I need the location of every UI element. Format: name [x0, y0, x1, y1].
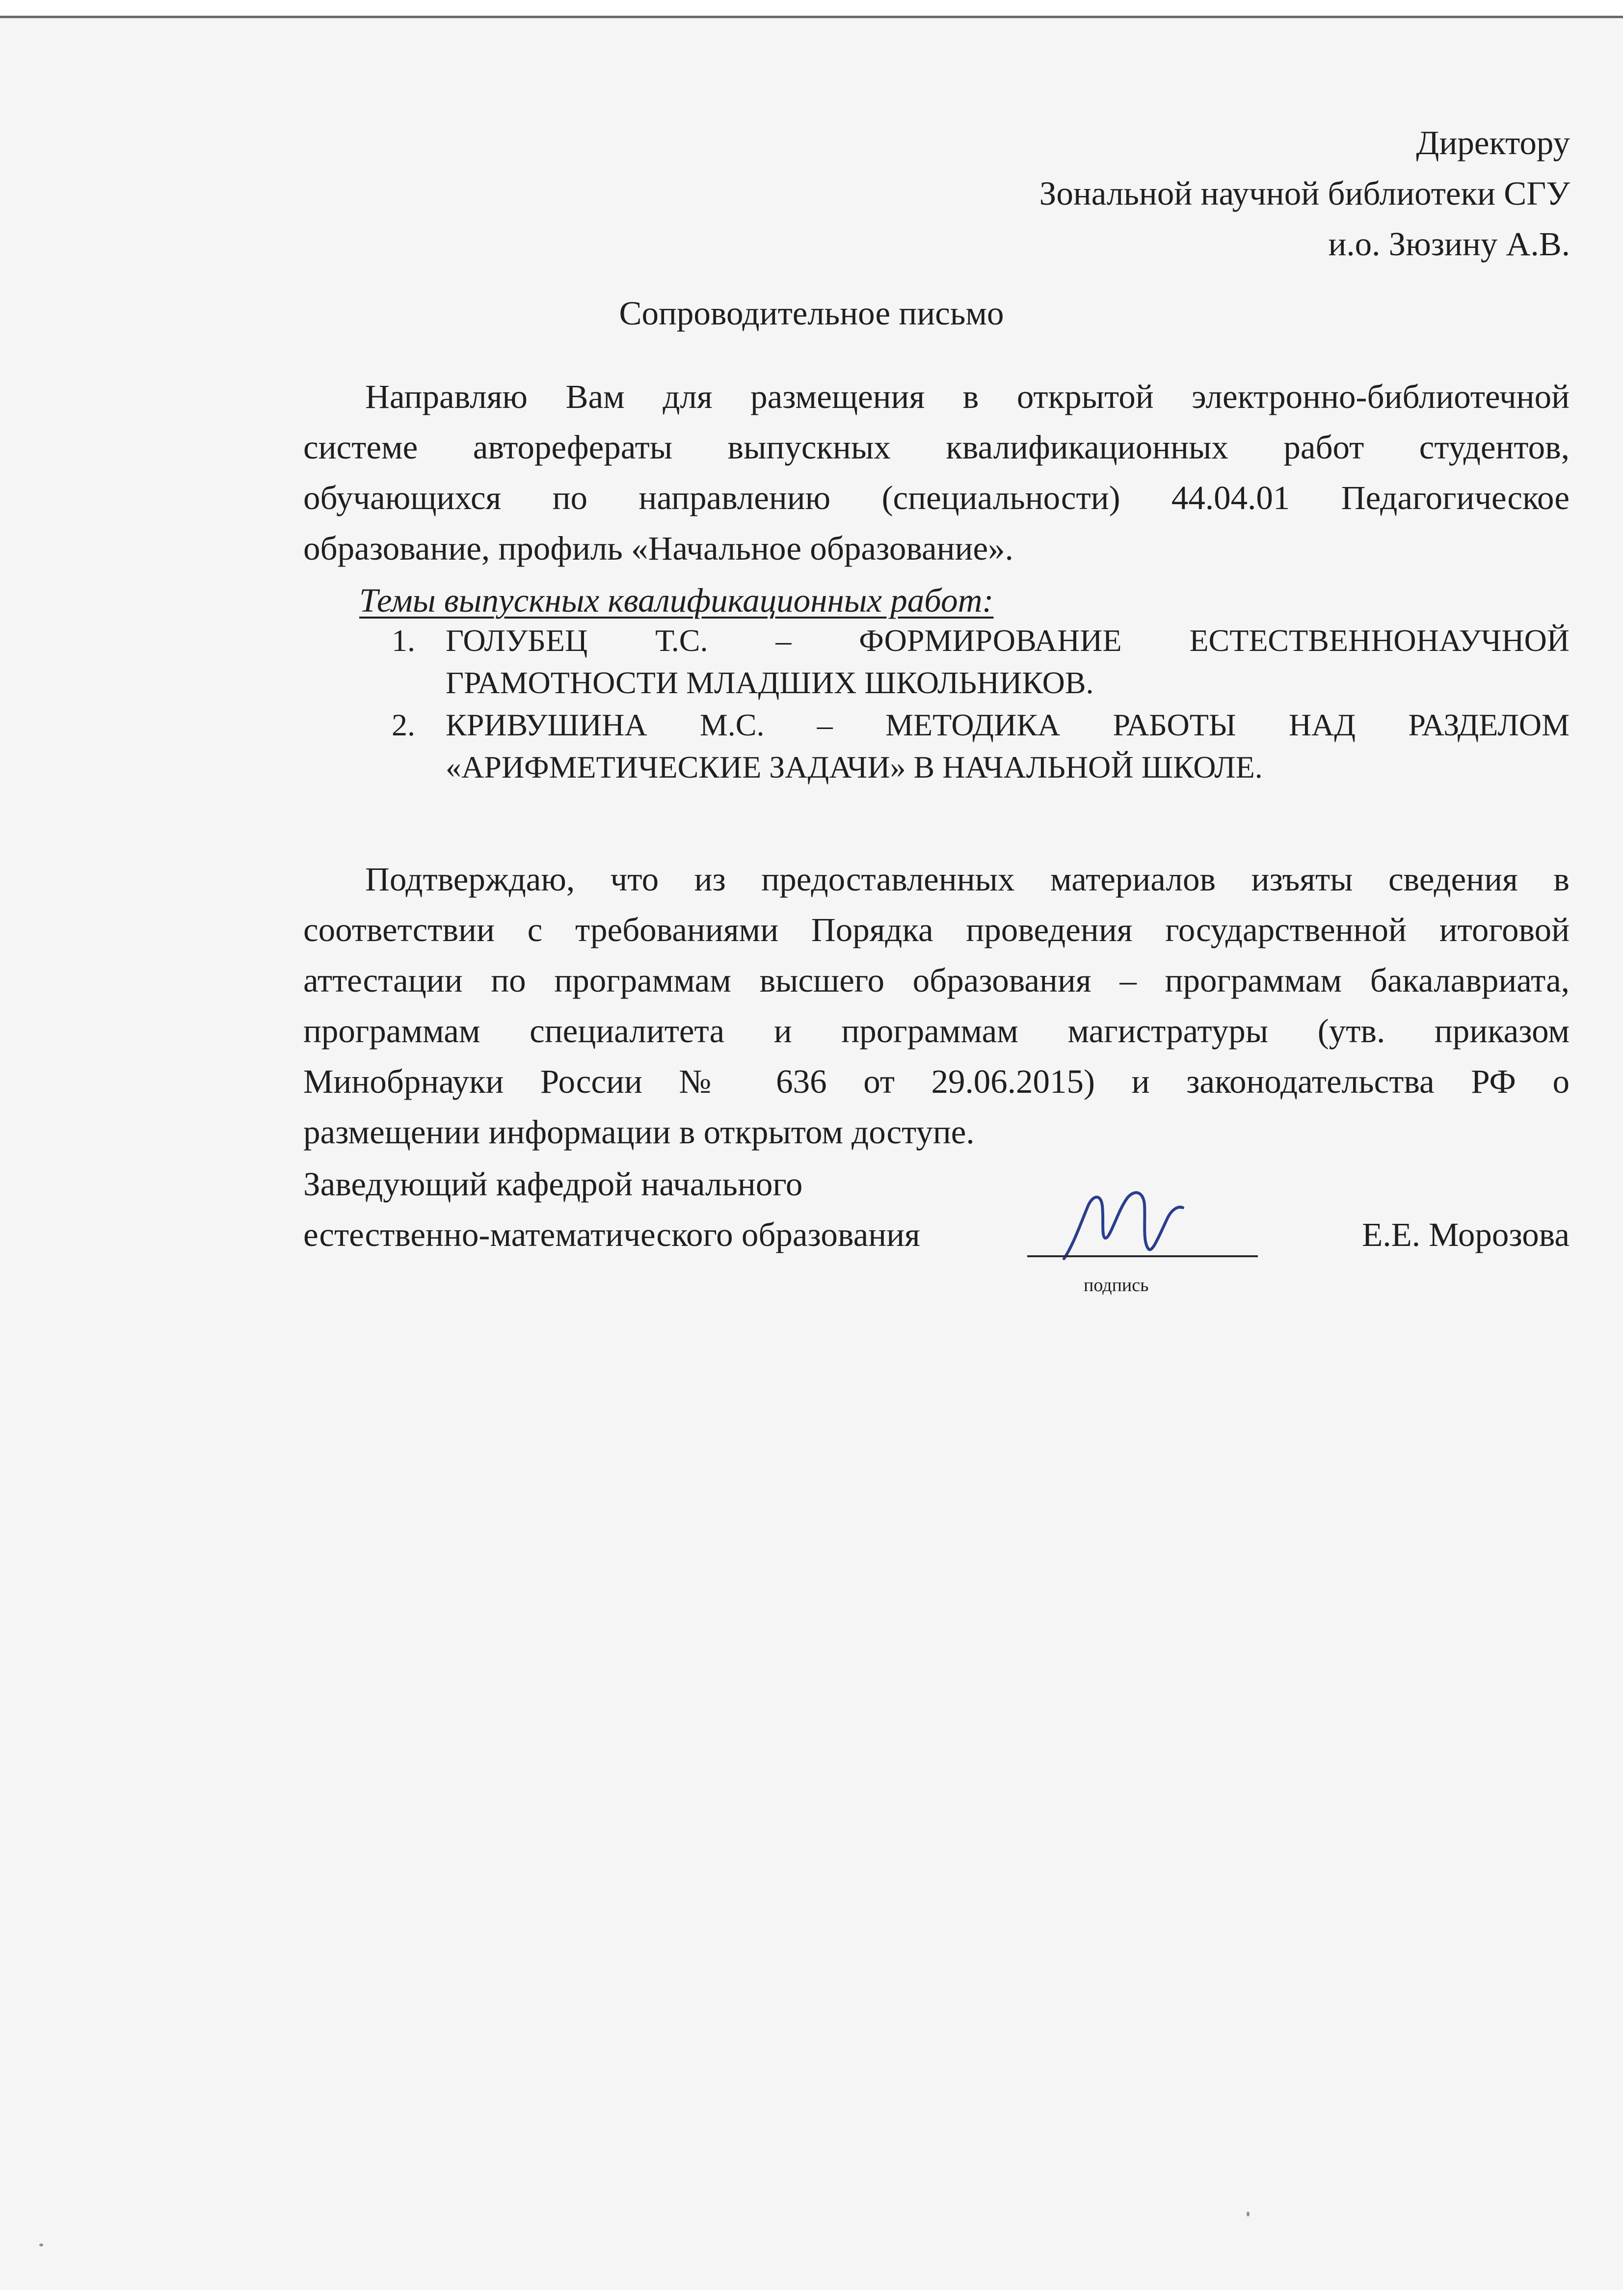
signature-caption: подпись — [1084, 1275, 1149, 1296]
addressee-block — [834, 118, 1570, 270]
topic-line: КРИВУШИНА М.С. – МЕТОДИКА РАБОТЫ НАД РАЗДЕЛОМ — [446, 707, 1570, 742]
document-title: Сопроводительное письмо — [619, 295, 1004, 332]
signer-position-line-1: Заведующий кафедрой начального — [303, 1165, 803, 1203]
signer-position-line-2: естественно-математического образования — [303, 1216, 920, 1253]
addressee-line-2: Зональной научной библиотеки СГУ — [1039, 175, 1570, 212]
paragraph-line: аттестации по программам высшего образования – программам бакалавриата, — [303, 962, 1570, 999]
addressee-line-3: и.о. Зюзину А.В. — [1328, 225, 1570, 263]
handwritten-signature — [1054, 1175, 1201, 1273]
addressee-line-1: Директору — [1416, 124, 1570, 162]
topics-list — [392, 620, 1570, 788]
paragraph-line: обучающихся по направлению (специальности) 44.04.01 Педагогическое — [303, 479, 1570, 516]
topic-line: ГОЛУБЕЦ Т.С. – ФОРМИРОВАНИЕ ЕСТЕСТВЕННОНАУЧНОЙ — [446, 623, 1570, 658]
topics-heading: Темы выпускных квалификационных работ: — [359, 582, 994, 619]
paragraph-line: Минобрнауки России № 636 от 29.06.2015) и законодательства РФ о — [303, 1063, 1570, 1100]
signature-row — [303, 1210, 1570, 1296]
scan-top-margin — [0, 0, 1623, 16]
topic-number: 1. — [392, 623, 415, 658]
scan-speck — [1247, 2212, 1250, 2216]
scan-edge-line — [0, 16, 1623, 18]
paragraph-line: Направляю Вам для размещения в открытой электронно-библиотечной — [365, 378, 1570, 415]
paragraph-line: системе авторефераты выпускных квалификационных работ студентов, — [303, 429, 1570, 466]
paragraph-line: Подтверждаю, что из предоставленных материалов изъяты сведения в — [365, 861, 1570, 898]
signer-name: Е.Е. Морозова — [1362, 1216, 1570, 1253]
topic-item — [392, 704, 1570, 788]
signature-line — [1027, 1255, 1258, 1257]
topic-line: ГРАМОТНОСТИ МЛАДШИХ ШКОЛЬНИКОВ. — [446, 665, 1094, 700]
topic-item — [392, 620, 1570, 704]
paragraph-dispatch — [303, 372, 1570, 574]
paragraph-line: соответствии с требованиями Порядка проведения государственной итоговой — [303, 911, 1570, 948]
topic-number: 2. — [392, 707, 415, 742]
signature-block — [303, 1159, 1570, 1296]
scan-speck — [39, 2243, 43, 2246]
paragraph-line: размещении информации в открытом доступе. — [303, 1113, 975, 1151]
paragraph-confirmation — [303, 854, 1570, 1158]
topic-line: «АРИФМЕТИЧЕСКИЕ ЗАДАЧИ» В НАЧАЛЬНОЙ ШКОЛЕ. — [446, 750, 1263, 784]
paragraph-line: программам специалитета и программам магистратуры (утв. приказом — [303, 1012, 1570, 1050]
scan-bottom-margin — [0, 2290, 1623, 2296]
paragraph-line: образование, профиль «Начальное образование». — [303, 530, 1013, 567]
